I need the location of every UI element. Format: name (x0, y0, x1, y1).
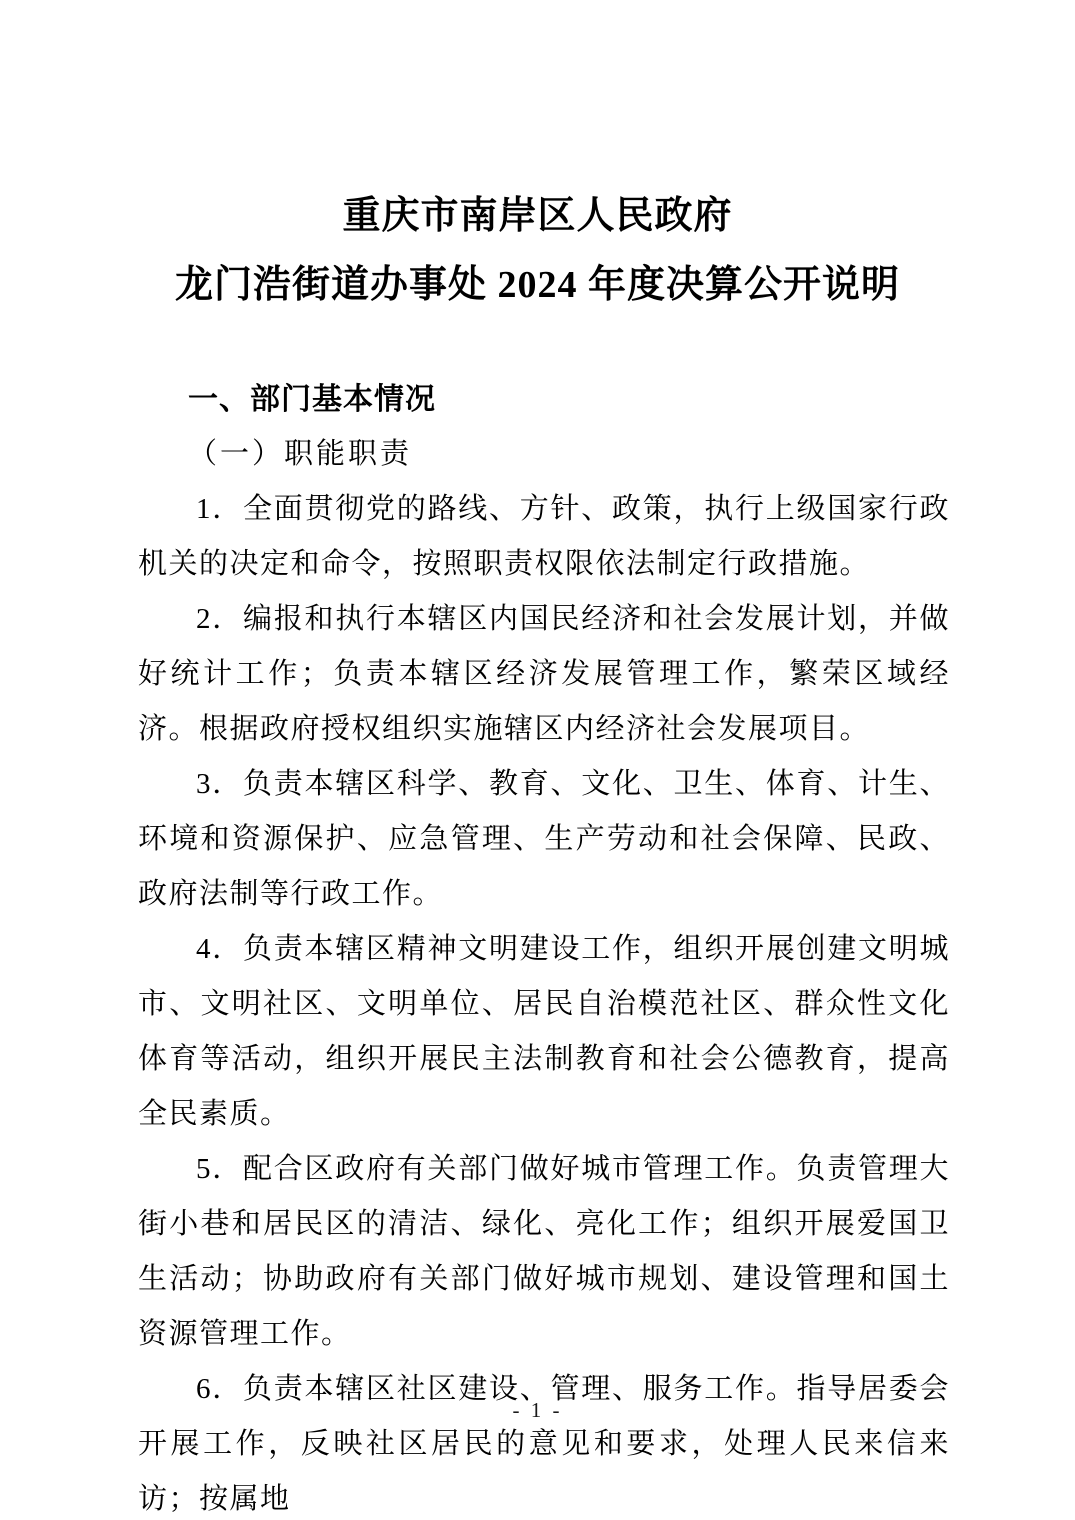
title-line-1: 重庆市南岸区人民政府 (342, 195, 733, 237)
title-line-2: 龙门浩街道办事处 2024 年度决算公开说明 (174, 264, 900, 306)
document-title (0, 0, 1075, 320)
paragraph-duty-3: 3．负责本辖区科学、教育、文化、卫生、体育、计生、环境和资源保护、应急管理、生产劳动和社会保障、民政、政府法制等行政工作。 (138, 768, 950, 910)
paragraph-duty-2: 2．编报和执行本辖区内国民经济和社会发展计划，并做好统计工作；负责本辖区经济发展管理工作，繁荣区域经济。根据政府授权组织实施辖区内经济社会发展项目。 (138, 603, 950, 745)
section-heading: 一、部门基本情况 (188, 383, 436, 416)
document-body (138, 372, 950, 1520)
paragraph-duty-4: 4．负责本辖区精神文明建设工作，组织开展创建文明城市、文明社区、文明单位、居民自治模范社区、群众性文化体育等活动，组织开展民主法制教育和社会公德教育，提高全民素质。 (138, 933, 950, 1130)
paragraph-duty-6: 6．负责本辖区社区建设、管理、服务工作。指导居委会开展工作，反映社区居民的意见和要求，处理人民来信来访；按属地 (138, 1373, 950, 1515)
paragraph-duty-5: 5．配合区政府有关部门做好城市管理工作。负责管理大街小巷和居民区的清洁、绿化、亮化工作；组织开展爱国卫生活动；协助政府有关部门做好城市规划、建设管理和国土资源管理工作。 (138, 1153, 950, 1350)
page-footer (0, 1398, 1075, 1423)
subsection-heading: （一）职能职责 (188, 438, 413, 470)
paragraph-duty-1: 1．全面贯彻党的路线、方针、政策，执行上级国家行政机关的决定和命令，按照职责权限依法制定行政措施。 (138, 493, 950, 580)
page-number: - 1 - (512, 1398, 563, 1422)
